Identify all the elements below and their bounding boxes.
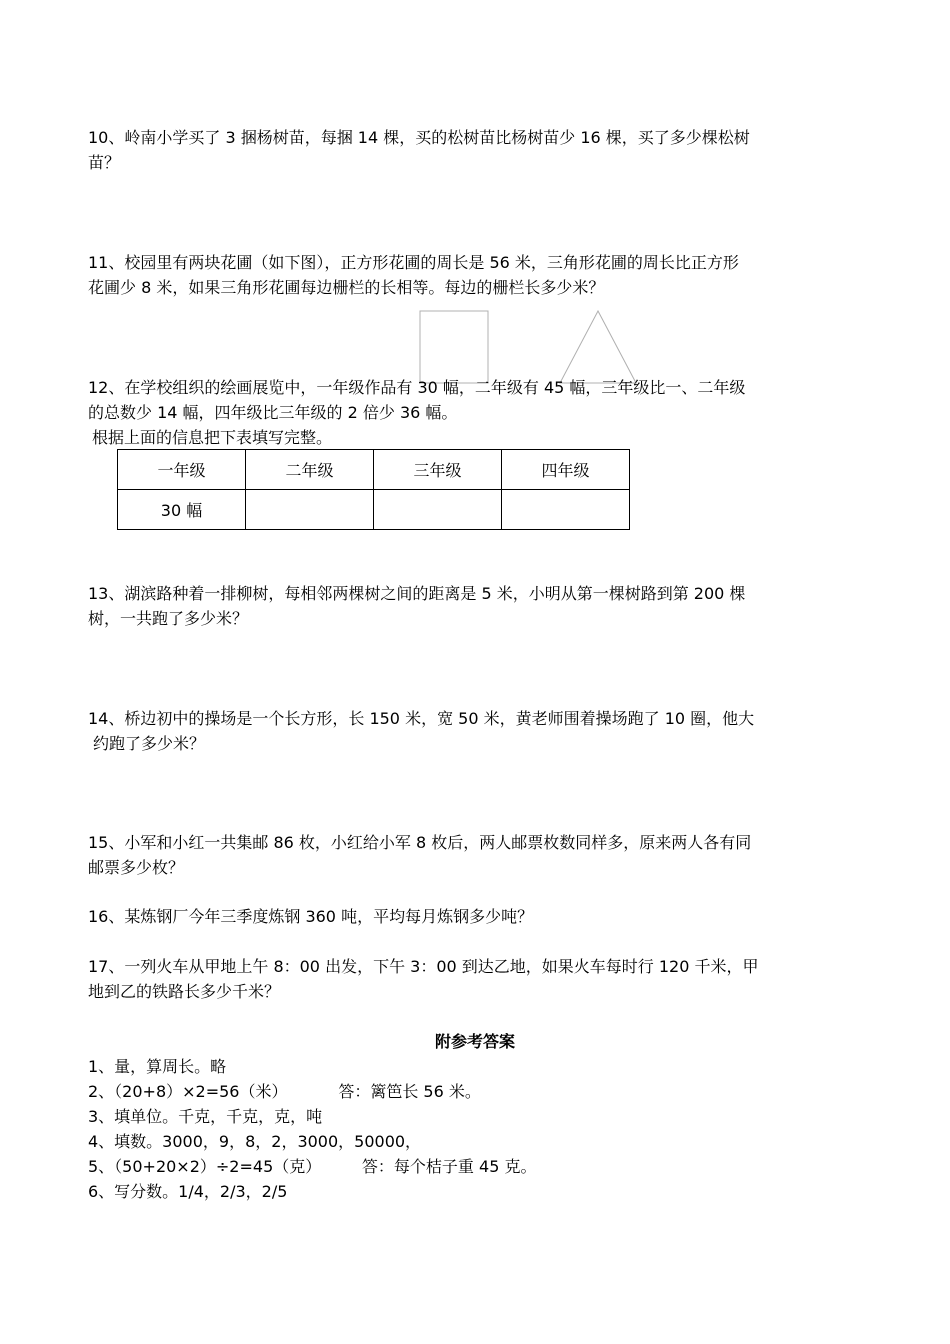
q15-line1: 15、小军和小红一共集邮 86 枚，小红给小军 8 枚后，两人邮票枚数同样多，原来两人各有同 bbox=[88, 833, 752, 852]
answer-item: 3、填单位。千克，千克，克，吨 bbox=[88, 1107, 323, 1126]
q11-line2: 花圃少 8 米，如果三角形花圃每边栅栏的长相等。每边的栅栏长多少米？ bbox=[88, 278, 605, 297]
q10-line1: 10、岭南小学买了 3 捆杨树苗，每捆 14 棵，买的松树苗比杨树苗少 16 棵，买了多少棵松树 bbox=[88, 128, 750, 147]
q13-line1: 13、湖滨路种着一排柳树，每相邻两棵树之间的距离是 5 米，小明从第一棵树路到第 200 棵 bbox=[88, 584, 746, 603]
table-header-cell: 二年级 bbox=[246, 450, 374, 490]
table-row bbox=[118, 490, 630, 530]
q15-line2: 邮票多少枚？ bbox=[88, 858, 185, 877]
q16-line1: 16、某炼钢厂今年三季度炼钢 360 吨，平均每月炼钢多少吨？ bbox=[88, 907, 534, 926]
grades-table bbox=[117, 449, 630, 530]
q12-line3: 根据上面的信息把下表填写完整。 bbox=[92, 428, 333, 447]
q17-line1: 17、一列火车从甲地上午 8：00 出发，下午 3：00 到达乙地，如果火车每时行 120 千米，甲 bbox=[88, 957, 759, 976]
q12-line1: 12、在学校组织的绘画展览中，一年级作品有 30 幅，二年级有 45 幅，三年级比一、二年级 bbox=[88, 378, 746, 397]
answer-item: 5、（50+20×2）÷2=45（克） 答：每个桔子重 45 克。 bbox=[88, 1157, 537, 1176]
answer-item: 6、写分数。1/4，2/3，2/5 bbox=[88, 1182, 288, 1201]
table-cell[interactable] bbox=[502, 490, 630, 530]
q14-line2: 约跑了多少米？ bbox=[93, 734, 206, 753]
answer-item: 2、（20+8）×2=56（米） 答：篱笆长 56 米。 bbox=[88, 1082, 481, 1101]
q14-line1: 14、桥边初中的操场是一个长方形，长 150 米，宽 50 米，黄老师围着操场跑了 10 圈，他大 bbox=[88, 709, 755, 728]
table-header-row bbox=[118, 450, 630, 490]
answers-title: 附参考答案 bbox=[434, 1032, 515, 1051]
q10-line2: 苗？ bbox=[88, 153, 121, 172]
table-header-cell: 一年级 bbox=[118, 450, 246, 490]
answer-item: 4、填数。3000，9，8，2，3000，50000， bbox=[88, 1132, 422, 1151]
q17-line2: 地到乙的铁路长多少千米？ bbox=[88, 982, 281, 1001]
table-header-cell: 四年级 bbox=[502, 450, 630, 490]
table-cell[interactable] bbox=[246, 490, 374, 530]
q11-line1: 11、校园里有两块花圃（如下图），正方形花圃的周长是 56 米，三角形花圃的周长比正方形 bbox=[88, 253, 739, 272]
table-cell[interactable] bbox=[374, 490, 502, 530]
square-flower-bed bbox=[420, 311, 488, 383]
triangle-flower-bed bbox=[560, 311, 636, 383]
q13-line2: 树，一共跑了多少米？ bbox=[88, 609, 249, 628]
table-cell: 30 幅 bbox=[118, 490, 246, 530]
q12-line2: 的总数少 14 幅，四年级比三年级的 2 倍少 36 幅。 bbox=[88, 403, 458, 422]
answer-item: 1、量，算周长。略 bbox=[88, 1057, 227, 1076]
table-header-cell: 三年级 bbox=[374, 450, 502, 490]
